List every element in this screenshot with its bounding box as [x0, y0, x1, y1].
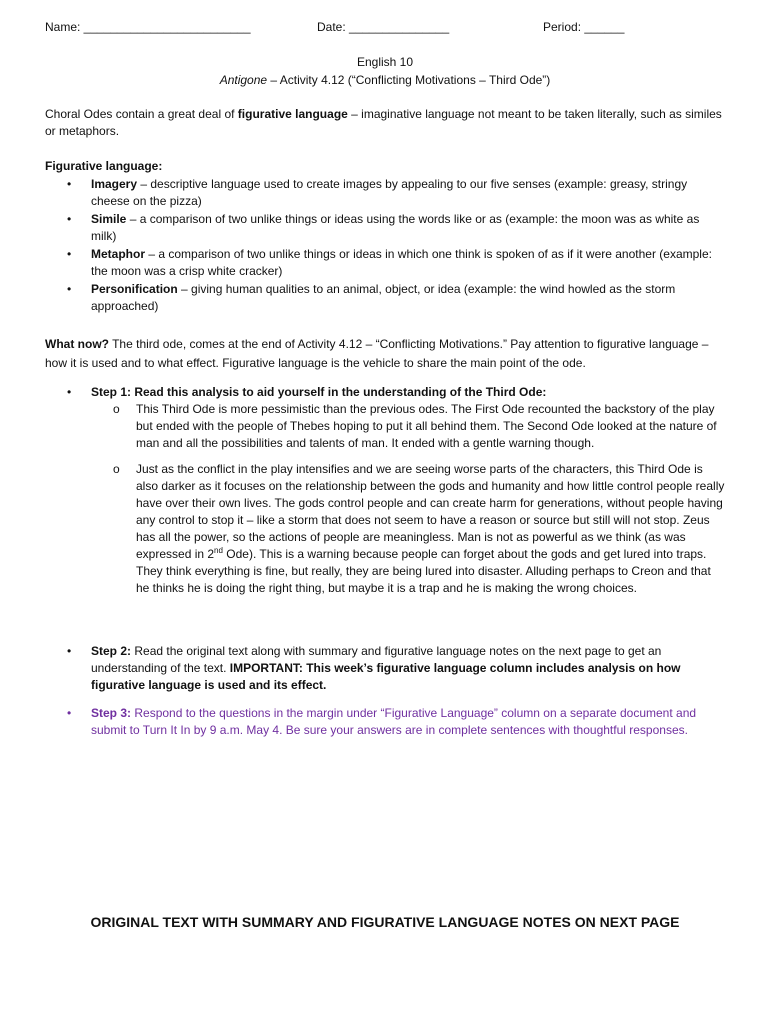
what-now-label: What now?	[45, 337, 109, 351]
circle-bullet-icon: o	[113, 462, 120, 476]
bullet-icon: •	[67, 385, 72, 399]
definition: – a comparison of two unlike things or ideas in which one think is spoken of as if it were another (example: the moon was a crisp white cracker)	[91, 247, 712, 278]
footer-note: ORIGINAL TEXT WITH SUMMARY AND FIGURATIVE LANGUAGE NOTES ON NEXT PAGE	[90, 914, 680, 930]
list-item	[45, 176, 725, 210]
what-now-text: The third ode, comes at the end of Activity 4.12 – “Conflicting Motivations.” Pay attention to figurative language – how it is used and to what effect. Figurative language is the vehicle to share the main point of the ode.	[45, 337, 709, 370]
term: Personification	[91, 282, 178, 296]
step2-item	[45, 643, 725, 694]
intro-bold: figurative language	[237, 107, 348, 121]
bullet-icon: •	[67, 247, 72, 261]
activity-title	[45, 72, 725, 89]
definition: – descriptive language used to create images by appealing to our five senses (example: greasy, stringy cheese on the pizza)	[91, 177, 688, 208]
course-title: English 10	[356, 55, 414, 69]
step2-important: IMPORTANT: This week’s figurative language column includes analysis on how figurative language is used and its effect.	[91, 661, 681, 692]
term: Simile	[91, 212, 127, 226]
activity-subtitle: – Activity 4.12 (“Conflicting Motivations – Third Ode”)	[267, 73, 551, 87]
definition: – a comparison of two unlike things or ideas using the words like or as (example: the moon was as white as milk)	[91, 212, 700, 243]
circle-bullet-icon: o	[113, 402, 120, 416]
intro-paragraph	[45, 106, 725, 140]
what-now-paragraph	[45, 335, 725, 373]
definition: – giving human qualities to an animal, object, or idea (example: the wind howled as the storm approached)	[91, 282, 676, 313]
step2-text: Read the original text along with summary and figurative language notes on the next page to get an understanding of the text.	[91, 644, 662, 675]
bullet-icon: •	[67, 177, 72, 191]
sub-item-text-2: Ode). This is a warning because people can forget about the gods and get lured into traps. They think everything is fine, but really, they are being lured into disaster. Alluding perhaps to Creon and that he thinks he is doing the right thing, but maybe it is a trap and he is making the wrong choices.	[136, 547, 711, 595]
term: Imagery	[91, 177, 138, 191]
date-field: Date: _______________	[317, 20, 450, 34]
step2-label: Step 2:	[91, 644, 132, 658]
step1-list	[45, 384, 725, 606]
sub-item	[91, 461, 725, 597]
figurative-list	[45, 176, 725, 316]
step3-list	[45, 705, 725, 739]
name-field: Name: _________________________	[45, 20, 251, 34]
bullet-icon: •	[67, 282, 72, 296]
sub-item	[91, 401, 725, 452]
bullet-icon: •	[67, 706, 72, 720]
list-item	[45, 211, 725, 245]
step3-item	[45, 705, 725, 739]
step1-label: Step 1: Read this analysis to aid yourself in the understanding of the Third Ode:	[91, 385, 547, 399]
intro-text-1: Choral Odes contain a great deal of	[45, 107, 238, 121]
term: Metaphor	[91, 247, 145, 261]
step2-list	[45, 643, 725, 694]
figurative-heading: Figurative language:	[45, 159, 163, 173]
bullet-icon: •	[67, 644, 72, 658]
list-item	[45, 281, 725, 315]
sub-item-text: Just as the conflict in the play intensifies and we are seeing worse parts of the characters, this Third Ode is also darker as it focuses on the relationship between the gods and humanity and how little control people really have over their own lives. The gods control people and can create harm for generations, without people having any control to stop it – like a storm that does not seem to have a reason or source but still will not stop. Zeus has all the power, so the actions of people are meaningless. Man is not as powerful as we think (as was expressed in 2	[136, 462, 725, 561]
list-item	[45, 246, 725, 280]
step3-label: Step 3:	[91, 706, 132, 720]
step1-sublist	[91, 401, 725, 597]
play-title: Antigone	[219, 73, 268, 87]
superscript: nd	[214, 546, 223, 555]
step1-item	[45, 384, 725, 597]
intro-text-2: – imaginative language not meant to be taken literally, such as similes or metaphors.	[45, 107, 722, 138]
bullet-icon: •	[67, 212, 72, 226]
header-row	[45, 19, 725, 37]
sub-item-text: This Third Ode is more pessimistic than the previous odes. The First Ode recounted the backstory of the play but ended with the people of Thebes hoping to put it all behind them. The Second Ode looked at the nature of man and all the possibilities and talents of man. It ended with a gentle warning though.	[136, 402, 717, 450]
step3-text: Respond to the questions in the margin under “Figurative Language” column on a separate document and submit to Turn It In by 9 a.m. May 4. Be sure your answers are in complete sentences with thoughtful responses.	[91, 706, 697, 737]
period-field: Period: ______	[543, 20, 625, 34]
